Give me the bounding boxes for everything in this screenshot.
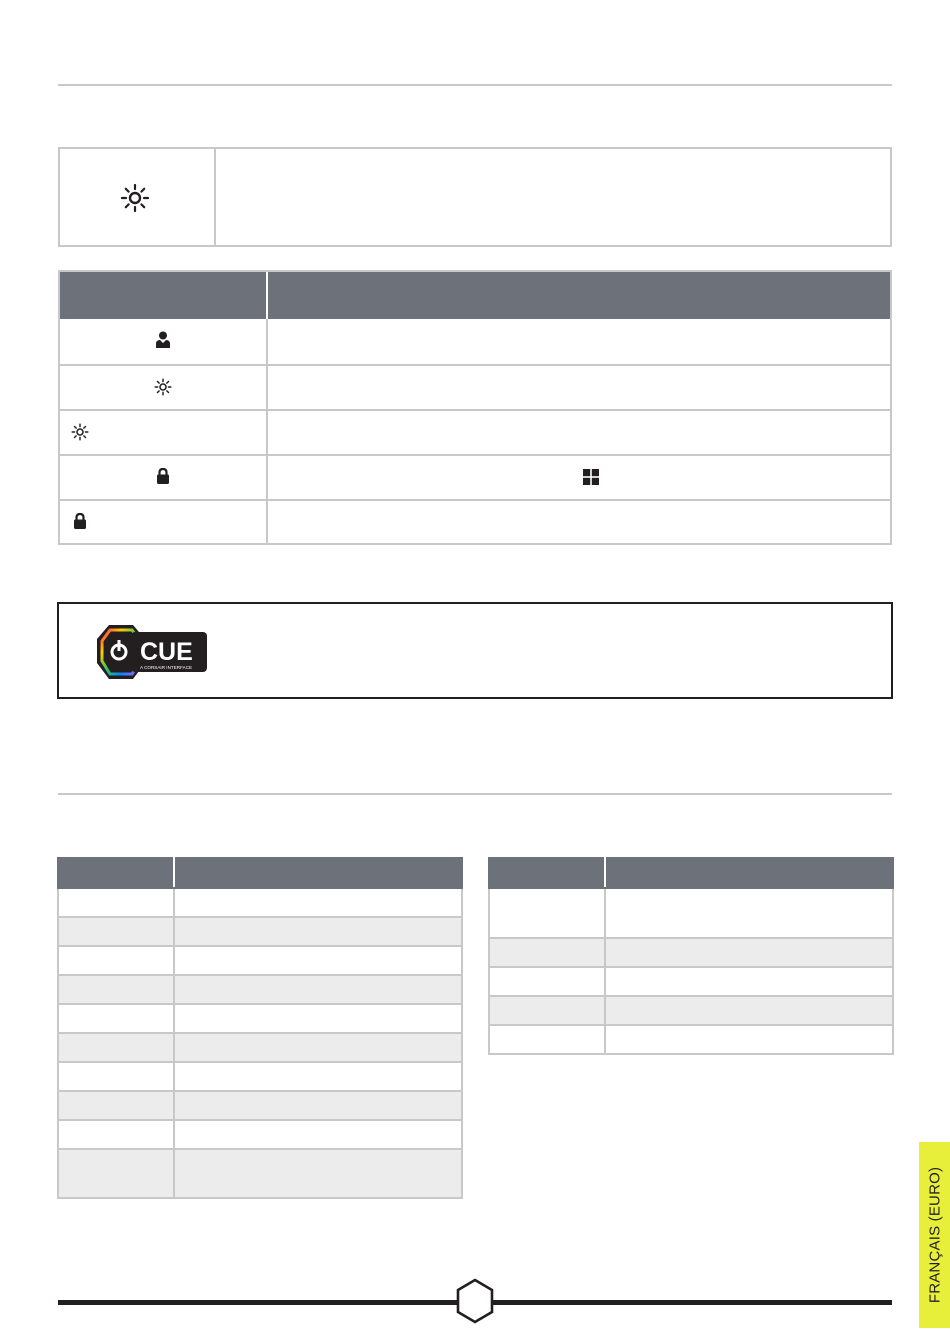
sun-icon (71, 423, 89, 441)
table-header-row (58, 858, 462, 888)
row-divider (60, 409, 890, 411)
language-tab (919, 1142, 950, 1328)
table-row (58, 1004, 462, 1033)
row-divider (60, 364, 890, 366)
table-row (58, 946, 462, 975)
logo-wordmark: CUE (140, 638, 193, 666)
row-divider (60, 499, 890, 501)
table-row (489, 888, 893, 938)
panel-divider (214, 149, 216, 245)
table-row (58, 1033, 462, 1062)
table-row (58, 1091, 462, 1120)
table-row (58, 1120, 462, 1149)
section-divider (58, 793, 892, 795)
sun-icon (154, 378, 172, 396)
table-header (60, 272, 890, 319)
lock-icon (156, 467, 170, 485)
table-row (58, 917, 462, 946)
table-row (489, 938, 893, 967)
logo-tagline: A CORSAIR INTERFACE (140, 665, 193, 670)
table-header-row (489, 858, 893, 888)
windows-icon (583, 469, 599, 485)
language-label: FRANÇAIS (EURO) (926, 1166, 943, 1304)
shortcut-table (58, 270, 892, 545)
table-row (58, 1149, 462, 1198)
table-row (58, 975, 462, 1004)
column-divider (266, 319, 268, 543)
row-divider (60, 454, 890, 456)
sun-icon (120, 183, 150, 213)
table-row (489, 1025, 893, 1054)
spec-table-left (57, 857, 463, 1199)
profile-icon (155, 331, 171, 349)
table-row (58, 888, 462, 917)
lock-icon (73, 512, 87, 530)
spec-table-right (488, 857, 894, 1055)
lighting-info-panel (58, 147, 892, 247)
icue-banner (57, 602, 893, 699)
table-row (58, 1062, 462, 1091)
table-row (489, 967, 893, 996)
icue-logo (95, 623, 209, 681)
top-divider (58, 84, 892, 86)
header-divider (266, 272, 268, 319)
page-number-badge (456, 1278, 494, 1324)
table-row (489, 996, 893, 1025)
